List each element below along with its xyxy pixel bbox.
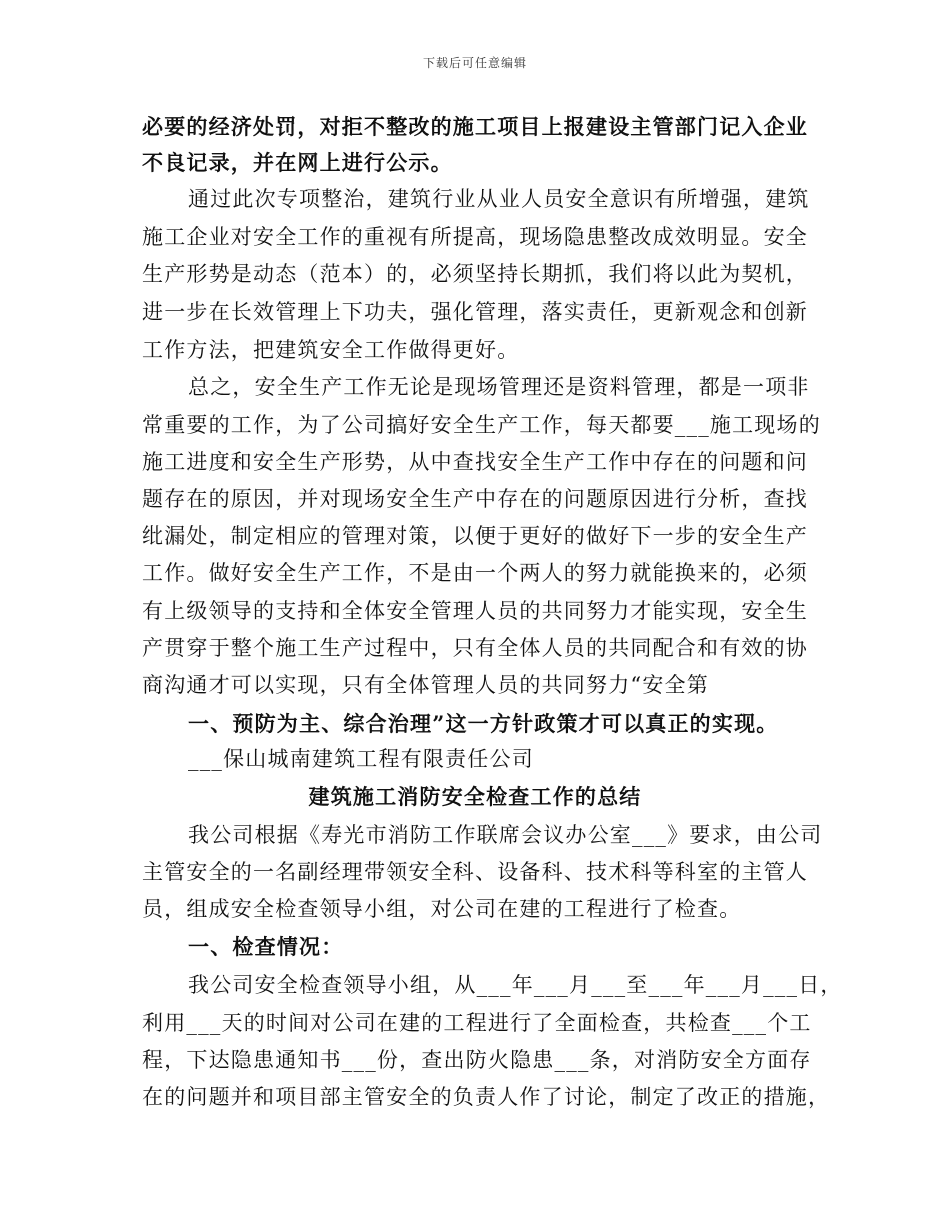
paragraph-line: 不良记录，并在网上进行公示。	[142, 150, 453, 175]
paragraph-line: 程，下达隐患通知书___份，查出防火隐患___条，对消防安全方面存	[142, 1048, 812, 1072]
paragraph-line: 主管安全的一名副经理带领安全科、设备科、技术科等科室的主管人	[142, 860, 808, 884]
paragraph-line: 产贯穿于整个施工生产过程中，只有全体人员的共同配合和有效的协	[142, 636, 808, 660]
paragraph-line: 题存在的原因，并对现场安全生产中存在的问题原因进行分析，查找	[142, 487, 808, 511]
paragraph-line: 在的问题并和项目部主管安全的负责人作了讨论，制定了改正的措施，	[142, 1085, 831, 1109]
company-name: ___保山城南建筑工程有限责任公司	[188, 747, 534, 771]
paragraph-line: 生产形势是动态（范本）的，必须坚持长期抓，我们将以此为契机，	[142, 262, 808, 286]
paragraph-line: 利用___天的时间对公司在建的工程进行了全面检查，共检查___个工	[142, 1011, 812, 1035]
page-header: 下载后可任意编辑	[422, 56, 527, 70]
paragraph-line: 常重要的工作，为了公司搞好安全生产工作，每天都要___施工现场的	[142, 413, 821, 437]
paragraph-line: 员，组成安全检查领导小组，对公司在建的工程进行了检查。	[142, 897, 742, 921]
paragraph-line: 有上级领导的支持和全体安全管理人员的共同努力才能实现，安全生	[142, 599, 808, 623]
section-title: 建筑施工消防安全检查工作的总结	[308, 784, 642, 809]
paragraph-line: 工作方法，把建筑安全工作做得更好。	[142, 338, 520, 362]
paragraph-line: 一、预防为主、综合治理”这一方针政策才可以真正的实现。	[188, 711, 779, 736]
paragraph-line: 总之，安全生产工作无论是现场管理还是资料管理，都是一项非	[188, 375, 810, 399]
section-heading: 一、检查情况：	[188, 934, 344, 959]
paragraph-line: 我公司安全检查领导小组，从___年___月___至___年___月___日，	[188, 973, 843, 997]
paragraph-line: 进一步在长效管理上下功夫，强化管理，落实责任，更新观念和创新	[142, 300, 808, 324]
paragraph-line: 施工企业对安全工作的重视有所提高，现场隐患整改成效明显。安全	[142, 225, 808, 249]
paragraph-line: 纰漏处，制定相应的管理对策，以便于更好的做好下一步的安全生产	[142, 524, 808, 548]
paragraph-line: 工作。做好安全生产工作，不是由一个两人的努力就能换来的，必须	[142, 561, 808, 585]
paragraph-line: 必要的经济处罚，对拒不整改的施工项目上报建设主管部门记入企业	[142, 114, 808, 139]
paragraph-line: 通过此次专项整治，建筑行业从业人员安全意识有所增强，建筑	[188, 187, 810, 211]
paragraph-line: 我公司根据《寿光市消防工作联席会议办公室___》要求，由公司	[188, 823, 823, 847]
paragraph-line: 施工进度和安全生产形势，从中查找安全生产工作中存在的问题和问	[142, 450, 808, 474]
paragraph-line: 商沟通才可以实现，只有全体管理人员的共同努力“安全第	[142, 673, 709, 697]
